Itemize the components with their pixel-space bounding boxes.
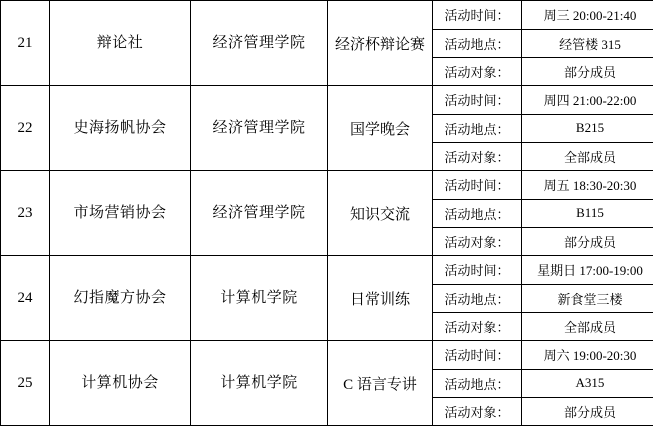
club-name-cell	[50, 86, 191, 171]
detail-label-place: 活动地点：	[433, 114, 522, 142]
detail-table	[433, 1, 653, 85]
table-row	[1, 256, 653, 341]
activity-detail-cell	[433, 171, 653, 256]
detail-value-target: 部分成员	[522, 397, 653, 425]
row-index: 22	[17, 119, 33, 136]
detail-table	[433, 86, 653, 170]
activity-name-cell	[328, 86, 433, 171]
detail-label-target: 活动对象：	[433, 397, 522, 425]
detail-value-place: A315	[522, 369, 653, 397]
detail-label-place: 活动地点：	[433, 284, 522, 312]
detail-row-place	[433, 284, 653, 312]
detail-label-target: 活动对象：	[433, 57, 522, 85]
activity-name-cell	[328, 171, 433, 256]
detail-table	[433, 171, 653, 255]
detail-label-time: 活动时间：	[433, 86, 522, 114]
club-name-cell	[50, 341, 191, 426]
table-body	[1, 1, 653, 426]
row-index: 21	[17, 34, 33, 51]
detail-row-time	[433, 171, 653, 199]
detail-value-time: 周三 20:00-21:40	[543, 8, 637, 24]
detail-value-place: B215	[522, 114, 653, 142]
college-cell	[191, 1, 328, 86]
detail-label-target: 活动对象：	[433, 312, 522, 340]
detail-value-time: 星期日 17:00-19:00	[537, 263, 643, 279]
club-name: 幻指魔方协会	[73, 289, 167, 306]
detail-row-target	[433, 142, 653, 170]
college-name: 经济管理学院	[212, 119, 306, 136]
college-cell	[191, 341, 328, 426]
detail-value-target: 部分成员	[522, 57, 653, 85]
activity-name: C 语言专讲	[343, 376, 417, 393]
detail-row-time	[433, 1, 653, 29]
detail-label-place: 活动地点：	[433, 369, 522, 397]
detail-value-target: 部分成员	[522, 227, 653, 255]
detail-row-time	[433, 256, 653, 284]
detail-row-place	[433, 369, 653, 397]
detail-value-target: 全部成员	[522, 142, 653, 170]
college-name: 经济管理学院	[212, 204, 306, 221]
detail-label-place: 活动地点：	[433, 199, 522, 227]
club-name-cell	[50, 171, 191, 256]
activity-name: 知识交流	[349, 206, 410, 223]
detail-value-time: 周四 21:00-22:00	[543, 93, 637, 109]
table-row	[1, 86, 653, 171]
college-cell	[191, 171, 328, 256]
detail-row-place	[433, 114, 653, 142]
row-index-cell	[1, 86, 50, 171]
activity-name: 国学晚会	[349, 121, 410, 138]
row-index-cell	[1, 171, 50, 256]
detail-row-time	[433, 86, 653, 114]
detail-label-time: 活动时间：	[433, 341, 522, 369]
row-index: 23	[17, 204, 33, 221]
detail-value-place: 新食堂三楼	[522, 284, 653, 312]
detail-row-target	[433, 312, 653, 340]
detail-row-target	[433, 397, 653, 425]
table-row	[1, 1, 653, 86]
detail-label-time: 活动时间：	[433, 171, 522, 199]
row-index: 24	[17, 289, 33, 306]
activity-detail-cell	[433, 1, 653, 86]
activity-detail-cell	[433, 86, 653, 171]
detail-table	[433, 256, 653, 340]
activity-name-cell	[328, 1, 433, 86]
table-row	[1, 171, 653, 256]
college-name: 计算机学院	[220, 374, 298, 391]
activity-detail-cell	[433, 256, 653, 341]
club-name: 市场营销协会	[73, 204, 167, 221]
detail-label-time: 活动时间：	[433, 256, 522, 284]
row-index: 25	[17, 374, 33, 391]
detail-row-time	[433, 341, 653, 369]
row-index-cell	[1, 341, 50, 426]
club-name: 史海扬帆协会	[73, 119, 167, 136]
activity-detail-cell	[433, 341, 653, 426]
detail-label-place: 活动地点：	[433, 29, 522, 57]
college-cell	[191, 256, 328, 341]
detail-table	[433, 341, 653, 425]
club-name: 辩论社	[96, 34, 144, 51]
detail-value-place: 经管楼 315	[522, 29, 653, 57]
detail-row-place	[433, 29, 653, 57]
detail-row-target	[433, 57, 653, 85]
detail-row-place	[433, 199, 653, 227]
row-index-cell	[1, 1, 50, 86]
detail-value-place: B115	[522, 199, 653, 227]
college-cell	[191, 86, 328, 171]
activity-name: 日常训练	[349, 291, 410, 308]
club-name: 计算机协会	[81, 374, 159, 391]
activity-name-cell	[328, 256, 433, 341]
activity-name-cell	[328, 341, 433, 426]
row-index-cell	[1, 256, 50, 341]
table-row	[1, 341, 653, 426]
detail-value-target: 全部成员	[522, 312, 653, 340]
detail-value-time: 周六 19:00-20:30	[543, 348, 637, 364]
detail-row-target	[433, 227, 653, 255]
detail-label-target: 活动对象：	[433, 227, 522, 255]
club-name-cell	[50, 256, 191, 341]
college-name: 计算机学院	[220, 289, 298, 306]
club-name-cell	[50, 1, 191, 86]
detail-label-time: 活动时间：	[433, 1, 522, 29]
activity-name: 经济杯辩论赛	[334, 36, 425, 53]
detail-label-target: 活动对象：	[433, 142, 522, 170]
college-name: 经济管理学院	[212, 34, 306, 51]
detail-value-time: 周五 18:30-20:30	[543, 178, 637, 194]
